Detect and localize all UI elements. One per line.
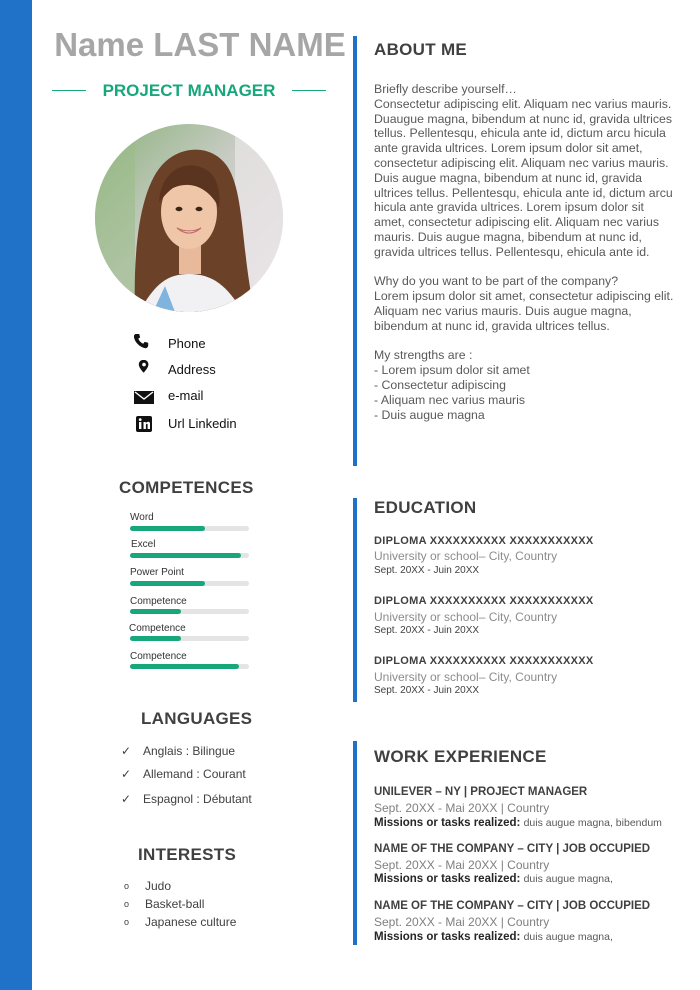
language-item xyxy=(121,767,246,781)
checkmark-icon: ✓ xyxy=(121,744,132,758)
about-text xyxy=(374,82,674,422)
candidate-name: Name LAST NAME xyxy=(54,26,346,63)
education-school: University or school– City, Country xyxy=(374,610,558,624)
language-item xyxy=(121,792,252,806)
missions-text: duis augue magna, xyxy=(523,873,613,885)
interest-label: Basket-ball xyxy=(145,897,205,911)
languages-heading: LANGUAGES xyxy=(141,709,253,728)
competences-heading: COMPETENCES xyxy=(119,478,254,497)
checkmark-icon: ✓ xyxy=(121,792,132,806)
contact-label: Url Linkedin xyxy=(168,416,237,431)
education-school: University or school– City, Country xyxy=(374,670,558,684)
education-dates: Sept. 20XX - Juin 20XX xyxy=(374,685,480,696)
contact-phone xyxy=(134,334,334,354)
strength-item: - Duis augue magna xyxy=(374,407,485,422)
education-dates: Sept. 20XX - Juin 20XX xyxy=(374,565,480,576)
interest-item xyxy=(124,915,236,929)
language-label: Espagnol : Débutant xyxy=(143,792,252,806)
contact-label: Address xyxy=(168,362,216,377)
checkmark-icon: ✓ xyxy=(121,767,132,781)
skill-bar xyxy=(130,609,249,614)
contact-address xyxy=(134,360,334,380)
skill-label: Word xyxy=(130,512,154,523)
skill-label: Excel xyxy=(131,539,156,550)
skill-label: Competence xyxy=(130,651,187,662)
interest-label: Judo xyxy=(145,879,172,893)
missions-label: Missions or tasks realized: xyxy=(374,931,521,943)
skill-bar-fill xyxy=(130,664,239,669)
missions-label: Missions or tasks realized: xyxy=(374,817,521,829)
strengths-title: My strengths are : xyxy=(374,348,473,363)
skill-bar-fill xyxy=(130,609,181,614)
education-heading: EDUCATION xyxy=(374,498,477,517)
education-dates: Sept. 20XX - Juin 20XX xyxy=(374,625,480,636)
strength-item: - Consectetur adipiscing xyxy=(374,377,506,392)
skill-bar xyxy=(130,664,249,669)
work-missions xyxy=(374,817,662,829)
interest-label: Japanese culture xyxy=(145,915,237,929)
skill-bar-fill xyxy=(130,526,205,531)
interest-item xyxy=(124,879,171,893)
work-heading: WORK EXPERIENCE xyxy=(374,747,547,766)
profile-photo xyxy=(95,124,283,312)
contact-label: e-mail xyxy=(168,388,204,403)
contact-email xyxy=(134,386,334,406)
about-body: Consectetur adipiscing elit. Aliquam nec varius mauris. Duaugue magna, bibendum at nunc id, gravida ultrices tellus. Pellentesqu, ehicula ante id, dictum arcu hicula ante gravida ultrices. Lorem ipsum dolor sit amet, consectetur adipiscing elit. Aliquam nec varius mauris. Duis augue magna, bibendum at nunc id, gravida ultrices tellus. Pellentesqu, ehicula ante id, dictum arcu hicula ante gravida ultrices. Lorem ipsum dolor sit amet, consectetur adipiscing elit. Aliquam nec varius mauris. Duis augue magna, bibendum at nunc id, gravida ultrices tellus. Pellentesqu, ehicula ante id. xyxy=(374,96,673,259)
skill-label: Competence xyxy=(129,623,186,634)
envelope-icon xyxy=(134,386,154,406)
about-why-body: Lorem ipsum dolor sit amet, consectetur adipiscing elit. Aliquam nec varius mauris. Duis augue magna, bibendum at nunc id, gravida ultrices tellus. xyxy=(374,289,674,333)
work-title: UNILEVER – NY | PROJECT MANAGER xyxy=(374,786,588,798)
education-diploma: DIPLOMA XXXXXXXXXX XXXXXXXXXXX xyxy=(374,655,594,667)
about-divider xyxy=(353,36,357,466)
work-dates: Sept. 20XX - Mai 20XX | Country xyxy=(374,858,550,872)
strengths-list xyxy=(374,363,674,422)
work-dates: Sept. 20XX - Mai 20XX | Country xyxy=(374,915,550,929)
missions-text: duis augue magna, xyxy=(523,931,613,943)
about-why-question: Why do you want to be part of the company? xyxy=(374,274,619,289)
divider-right xyxy=(292,90,326,91)
skill-bar xyxy=(130,553,249,558)
location-pin-icon xyxy=(134,360,154,380)
education-diploma: DIPLOMA XXXXXXXXXX XXXXXXXXXXX xyxy=(374,535,594,547)
about-heading: ABOUT ME xyxy=(374,40,468,59)
language-item xyxy=(121,744,235,758)
skill-bar xyxy=(130,526,249,531)
phone-icon xyxy=(134,334,154,354)
education-school: University or school– City, Country xyxy=(374,549,558,563)
work-dates: Sept. 20XX - Mai 20XX | Country xyxy=(374,801,550,815)
skill-bar xyxy=(130,636,249,641)
job-title-block xyxy=(52,80,326,102)
education-diploma: DIPLOMA XXXXXXXXXX XXXXXXXXXXX xyxy=(374,595,594,607)
work-divider xyxy=(353,741,357,945)
about-intro: Briefly describe yourself… xyxy=(374,82,517,96)
bullet-icon: o xyxy=(124,881,130,891)
bullet-icon: o xyxy=(124,899,130,909)
bullet-icon: o xyxy=(124,917,130,927)
education-divider xyxy=(353,498,357,702)
skill-label: Competence xyxy=(130,596,187,607)
work-title: NAME OF THE COMPANY – CITY | JOB OCCUPIED xyxy=(374,900,651,912)
skill-bar-fill xyxy=(130,581,205,586)
contact-label: Phone xyxy=(168,336,206,351)
left-accent-bar xyxy=(0,0,32,990)
linkedin-icon xyxy=(134,414,154,434)
skill-bar-fill xyxy=(130,636,181,641)
language-label: Anglais : Bilingue xyxy=(143,744,236,758)
work-title: NAME OF THE COMPANY – CITY | JOB OCCUPIED xyxy=(374,843,651,855)
interests-heading: INTERESTS xyxy=(138,845,237,864)
interest-item xyxy=(124,897,204,911)
skill-bar xyxy=(130,581,249,586)
missions-text: duis augue magna, bibendum xyxy=(523,817,662,829)
contact-linkedin xyxy=(134,414,334,434)
skill-bar-fill xyxy=(130,553,241,558)
job-title: PROJECT MANAGER xyxy=(102,81,276,100)
work-missions xyxy=(374,873,613,885)
strength-item: - Lorem ipsum dolor sit amet xyxy=(374,363,530,378)
missions-label: Missions or tasks realized: xyxy=(374,873,521,885)
skill-label: Power Point xyxy=(130,567,184,578)
work-missions xyxy=(374,931,613,943)
strength-item: - Aliquam nec varius mauris xyxy=(374,392,526,407)
language-label: Allemand : Courant xyxy=(143,767,246,781)
